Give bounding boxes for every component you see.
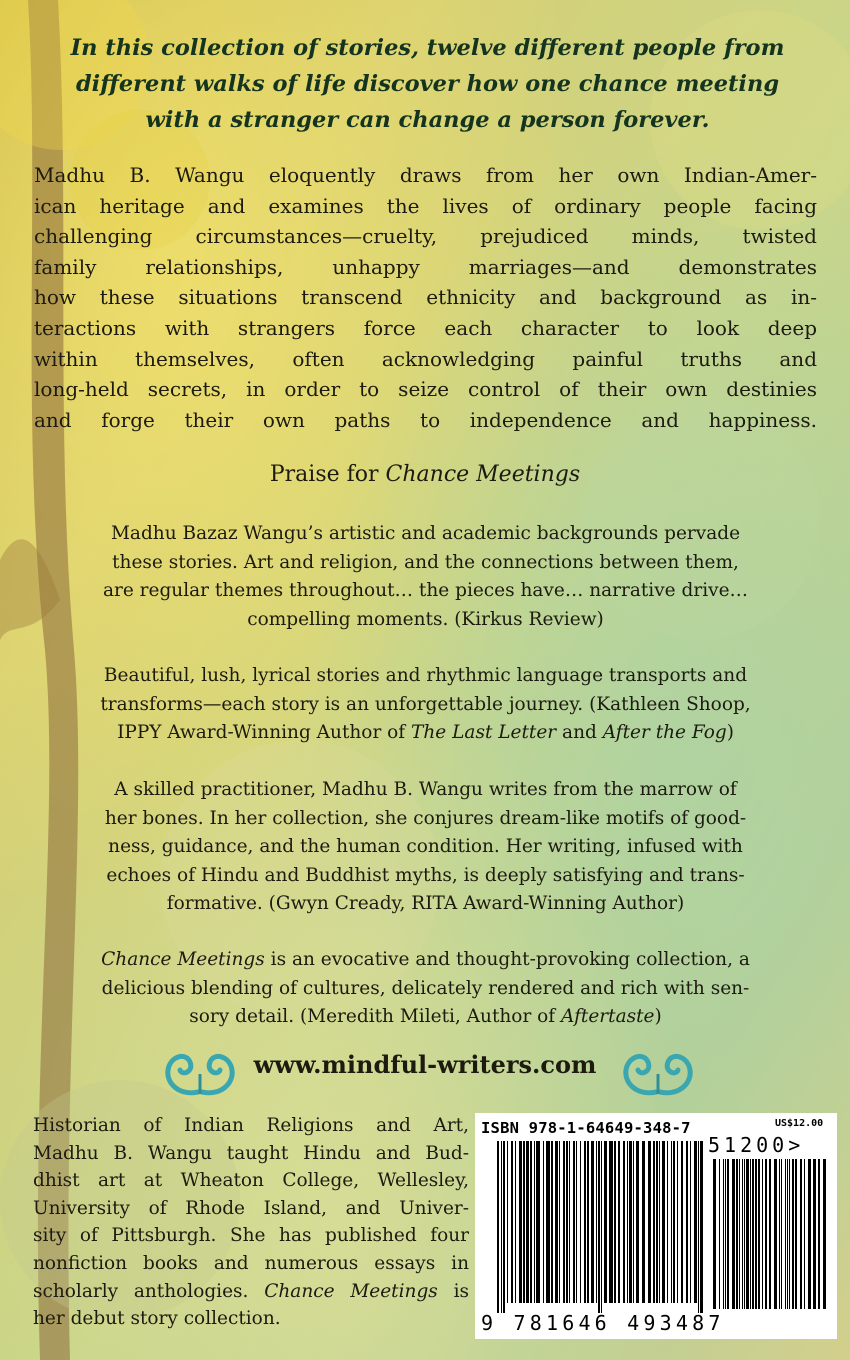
barcode-bar	[713, 1159, 716, 1309]
barcode-bar	[629, 1141, 632, 1303]
barcode-bar	[609, 1141, 613, 1303]
barcode-bar	[563, 1141, 565, 1303]
description-line: Madhu B. Wangu eloquently draws from her own Indian-Amer-	[34, 163, 817, 187]
barcode-bar	[501, 1141, 502, 1313]
barcode-bar	[555, 1141, 558, 1303]
barcode-bar	[795, 1159, 797, 1309]
book-description	[34, 160, 817, 435]
quote-line: her bones. In her collection, she conjures dream-like motifs of good-	[104, 807, 747, 829]
quote-line: Chance Meetings is an evocative and thought-provoking collection, a	[101, 949, 750, 970]
bio-line: University of Rhode Island, and Univer-	[33, 1197, 469, 1219]
description-line: within themselves, often acknowledging painful truths and	[34, 346, 817, 371]
barcode-bar	[601, 1141, 602, 1313]
quote-line: IPPY Award-Winning Author of The Last Letter and After the Fog)	[117, 722, 734, 743]
barcode-bar	[758, 1159, 760, 1309]
barcode-bar	[523, 1141, 525, 1303]
price-label: US$12.00	[775, 1118, 824, 1129]
barcode-bar	[739, 1159, 740, 1309]
barcode-bar	[662, 1141, 665, 1303]
quote-line: ness, guidance, and the human condition. Her writing, infused with	[108, 836, 743, 857]
barcode-bar	[744, 1159, 745, 1309]
description-line: ican heritage and examines the lives of ordinary people facing	[34, 193, 817, 218]
barcode-bar	[727, 1159, 729, 1309]
barcode-bar	[546, 1141, 550, 1303]
quote-line: compelling moments. (Kirkus Review)	[247, 608, 604, 630]
barcode-bar	[614, 1141, 616, 1303]
barcode-bar	[515, 1141, 516, 1303]
barcode-bar	[536, 1141, 540, 1303]
barcode-bar	[732, 1159, 735, 1309]
barcode-bar	[677, 1141, 678, 1303]
addon-code: 51200>	[708, 1133, 805, 1157]
quote-line: Beautiful, lush, lyrical stories and rhythmic language transports and	[103, 665, 748, 686]
isbn-barcode	[475, 1113, 837, 1339]
barcode-bar	[755, 1159, 757, 1309]
barcode-bar	[750, 1159, 751, 1309]
barcode-bar	[789, 1159, 790, 1309]
barcode-bar	[804, 1159, 805, 1309]
barcode-bar	[762, 1159, 763, 1309]
barcode-bar	[659, 1141, 660, 1303]
barcode-bar	[543, 1141, 544, 1303]
description-line: how these situations transcend ethnicity and background as in-	[34, 285, 817, 310]
bio-line: Historian of Indian Religions and Art,	[33, 1115, 469, 1136]
barcode-bar	[700, 1141, 703, 1313]
bio-line: nonfiction books and numerous essays in	[33, 1252, 469, 1274]
quote-line: delicious blending of cultures, delicately rendered and rich with sen-	[101, 977, 750, 999]
barcode-bar	[507, 1141, 508, 1303]
barcode-bar	[765, 1159, 767, 1309]
barcode-bar	[673, 1141, 675, 1303]
description-line: teractions with strangers force each character to look deep	[34, 315, 817, 340]
barcode-bar	[656, 1141, 658, 1303]
bio-line: dhist art at Wheaton College, Wellesley,	[33, 1170, 469, 1192]
quote-line: are regular themes throughout… the pieces have… narrative drive…	[102, 580, 749, 601]
description-line: challenging circumstances—cruelty, prejudiced minds, twisted	[34, 224, 817, 249]
website-link[interactable]: www.mindful-writers.com	[253, 1050, 597, 1079]
barcode-bar	[591, 1141, 594, 1303]
barcode-bar	[698, 1141, 699, 1313]
isbn-label: ISBN 978-1-64649-348-7	[481, 1119, 691, 1137]
barcode-bar	[596, 1141, 597, 1303]
barcode-bar	[566, 1141, 568, 1303]
barcode-bar	[719, 1159, 720, 1309]
barcode-bar	[569, 1141, 570, 1303]
barcode-bar	[530, 1141, 532, 1303]
barcode-bar	[723, 1159, 724, 1309]
barcode-bar	[808, 1159, 811, 1309]
barcode-bar	[746, 1159, 749, 1309]
barcode-bar	[604, 1141, 607, 1303]
barcode-bar	[774, 1159, 777, 1309]
barcode-bar	[792, 1159, 794, 1309]
barcode-bar	[653, 1141, 655, 1303]
description-line: family relationships, unhappy marriages—and demonstrates	[34, 254, 817, 279]
praise-quote-mileti	[34, 946, 817, 1032]
praise-heading	[0, 462, 850, 487]
barcode-bar	[534, 1141, 535, 1303]
barcode-bar	[503, 1141, 505, 1313]
barcode-bar	[618, 1141, 620, 1303]
barcode-bar	[526, 1141, 529, 1303]
quote-line: A skilled practitioner, Madhu B. Wangu writes from the marrow of	[114, 779, 737, 800]
barcode-bar	[769, 1159, 771, 1309]
barcode-bar	[551, 1141, 553, 1303]
barcode-bar	[576, 1141, 577, 1303]
barcode-bar	[686, 1141, 688, 1303]
cover-tagline	[40, 30, 815, 138]
barcode-bar	[694, 1141, 697, 1303]
barcode-bar	[671, 1141, 672, 1303]
barcode-bar	[823, 1159, 826, 1309]
barcode-bar	[587, 1141, 589, 1303]
barcode-bar	[785, 1159, 786, 1309]
barcode-bar	[752, 1159, 754, 1309]
barcode-bar	[690, 1141, 691, 1303]
praise-quote-shoop	[34, 662, 817, 748]
barcode-bar	[681, 1141, 683, 1303]
quote-line: transforms—each story is an unforgettable journey. (Kathleen Shoop,	[100, 693, 751, 715]
barcode-bar	[559, 1141, 560, 1303]
barcode-bar	[519, 1141, 522, 1303]
barcode-bar	[787, 1159, 788, 1309]
barcode-bar	[725, 1159, 726, 1309]
barcode-bar	[633, 1141, 634, 1303]
barcode-bar	[813, 1159, 816, 1309]
praise-quote-cready	[34, 776, 817, 919]
barcode-bar	[584, 1141, 586, 1303]
praise-heading-prefix: Praise for	[269, 462, 386, 487]
ean-number: 9 781646 493487	[481, 1311, 725, 1335]
quote-line: sory detail. (Meredith Mileti, Author of Aftertaste)	[189, 1006, 662, 1027]
barcode-bar	[511, 1141, 513, 1303]
barcode-bar	[736, 1159, 738, 1309]
bio-line: Madhu B. Wangu taught Hindu and Bud-	[33, 1142, 469, 1164]
barcode-bar	[779, 1159, 780, 1309]
barcode-bar	[742, 1159, 743, 1309]
barcode-bar	[636, 1141, 639, 1303]
quote-line: Madhu Bazaz Wangu’s artistic and academic backgrounds pervade	[110, 523, 741, 544]
barcode-bar	[580, 1141, 581, 1303]
praise-heading-title: Chance Meetings	[385, 462, 581, 487]
tagline-line: with a stranger can change a person forever.	[145, 107, 710, 133]
barcode-bar	[573, 1141, 575, 1303]
description-line: and forge their own paths to independence and happiness.	[34, 407, 817, 432]
barcode-bar	[800, 1159, 802, 1309]
barcode-bar	[667, 1141, 668, 1303]
barcode-bar	[818, 1159, 820, 1309]
barcode-bar	[497, 1141, 499, 1313]
author-bio	[33, 1112, 469, 1333]
bio-line: sity of Pittsburgh. She has published four	[33, 1225, 469, 1247]
barcode-bar	[781, 1159, 782, 1309]
barcode-bar	[627, 1141, 628, 1303]
quote-line: echoes of Hindu and Buddhist myths, is deeply satisfying and trans-	[106, 864, 745, 886]
barcode-bar	[598, 1141, 600, 1313]
bio-line: scholarly anthologies. Chance Meetings is	[33, 1280, 469, 1302]
quote-line: these stories. Art and religion, and the connections between them,	[112, 551, 739, 573]
tagline-line: In this collection of stories, twelve different people from	[70, 35, 785, 61]
description-line: long-held secrets, in order to seize control of their own destinies	[34, 377, 817, 402]
barcode-bar	[623, 1141, 625, 1303]
barcode-bar	[642, 1141, 645, 1303]
barcode-bar	[648, 1141, 651, 1303]
tagline-line: different walks of life discover how one chance meeting	[75, 71, 780, 97]
bio-line: her debut story collection.	[33, 1308, 281, 1330]
praise-quote-kirkus	[34, 520, 817, 634]
quote-line: formative. (Gwyn Cready, RITA Award-Winning Author)	[166, 893, 685, 914]
